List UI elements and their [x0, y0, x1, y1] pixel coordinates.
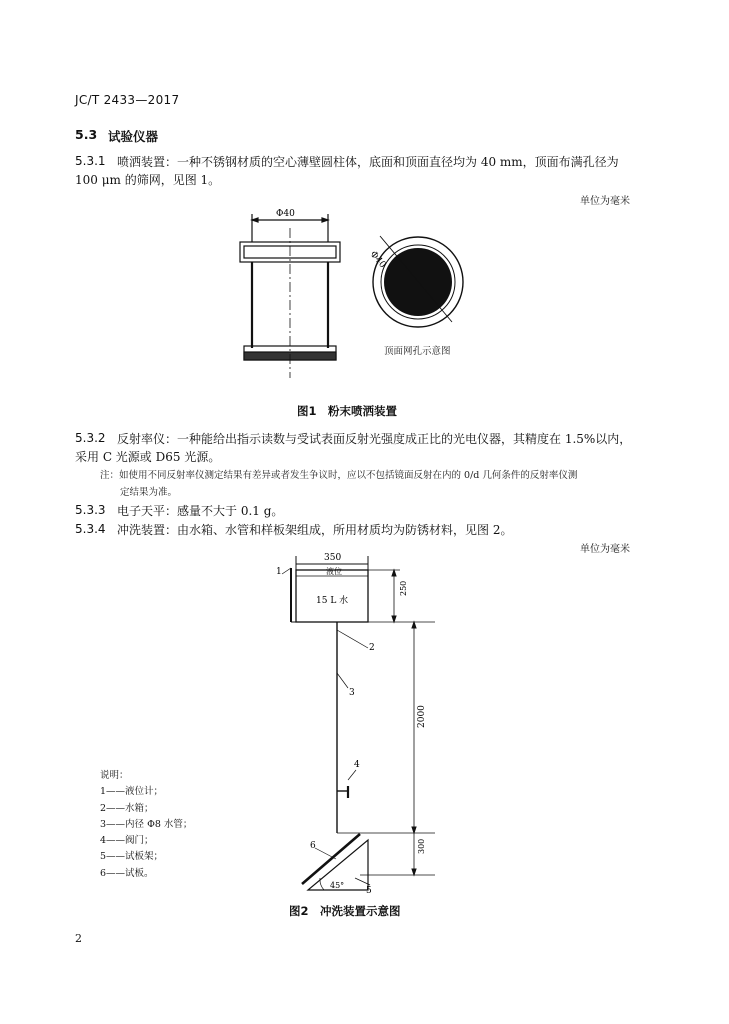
figure-2-caption: 图2 冲洗装置示意图 [289, 904, 401, 918]
legend-item: 5——试板架； [100, 851, 164, 863]
liquid-level-label: 液位 [326, 567, 342, 576]
legend-item: 1——液位计； [100, 786, 164, 798]
dim-diameter: Φ40 [276, 209, 295, 219]
item-533-number: 5.3.3 [75, 503, 106, 517]
unit-label: 单位为毫米 [580, 196, 630, 207]
callout-5: 5 [366, 886, 372, 896]
item-531-line1: 喷洒装置：一种不锈钢材质的空心薄壁圆柱体，底面和顶面直径均为 40 mm，顶面布满孔径为 [117, 155, 619, 169]
dim-pipe-length: 2000 [417, 705, 427, 728]
standard-code: JC/T 2433—2017 [75, 93, 180, 107]
legend-item: 2——水箱； [100, 802, 154, 814]
item-532-line2: 采用 C 光源或 D65 光源。 [75, 450, 221, 464]
figure-1-caption: 图1 粉末喷洒装置 [297, 404, 398, 418]
legend-item: 4——阀门； [100, 835, 154, 847]
item-534-text: 冲洗装置：由水箱、水管和样板架组成，所用材质均为防锈材料，见图 2。 [117, 523, 513, 537]
dim-bottom: 300 [417, 838, 426, 854]
item-534-number: 5.3.4 [75, 522, 106, 536]
item-533-text: 电子天平：感量不大于 0.1 g。 [117, 504, 284, 518]
section-title: 试验仪器 [108, 129, 159, 144]
dim-diameter-round: Φ40 [367, 249, 388, 271]
item-531-line2: 100 μm 的筛网，见图 1。 [75, 173, 221, 187]
legend-item: 3——内径 Φ8 水管； [100, 818, 193, 830]
callout-1: 1 [276, 567, 282, 577]
angle-label: 45° [330, 881, 345, 890]
callout-4: 4 [354, 760, 360, 770]
callout-3: 3 [349, 688, 355, 698]
note-line2: 定结果为准。 [120, 487, 178, 498]
note-line1: 注：如使用不同反射率仪测定结果有差异或者发生争议时，应以不包括镜面反射在内的 0/d 几何条件的反射率仪测 [100, 470, 578, 481]
dim-width: 350 [324, 553, 342, 563]
item-532-line1: 反射率仪：一种能给出指示读数与受试表面反射光强度成正比的光电仪器，其精度在 1.5%以内， [117, 432, 632, 446]
callout-2: 2 [369, 643, 375, 653]
figure-1-diagram [230, 202, 490, 382]
page-number: 2 [75, 932, 82, 945]
item-531-number: 5.3.1 [75, 154, 106, 168]
legend-item: 6——试板。 [100, 867, 154, 879]
callout-6: 6 [310, 841, 316, 851]
legend-title: 说明： [100, 770, 129, 781]
section-number: 5.3 [75, 127, 98, 142]
dim-tank-height: 250 [399, 580, 408, 596]
unit-label-2: 单位为毫米 [580, 544, 630, 555]
top-view-circle [373, 236, 463, 327]
tank-label: 15 L 水 [316, 596, 349, 606]
figure-2-diagram [260, 548, 440, 900]
item-532-number: 5.3.2 [75, 431, 106, 445]
legend [100, 768, 192, 882]
top-view-label: 顶面网孔示意图 [384, 346, 451, 357]
